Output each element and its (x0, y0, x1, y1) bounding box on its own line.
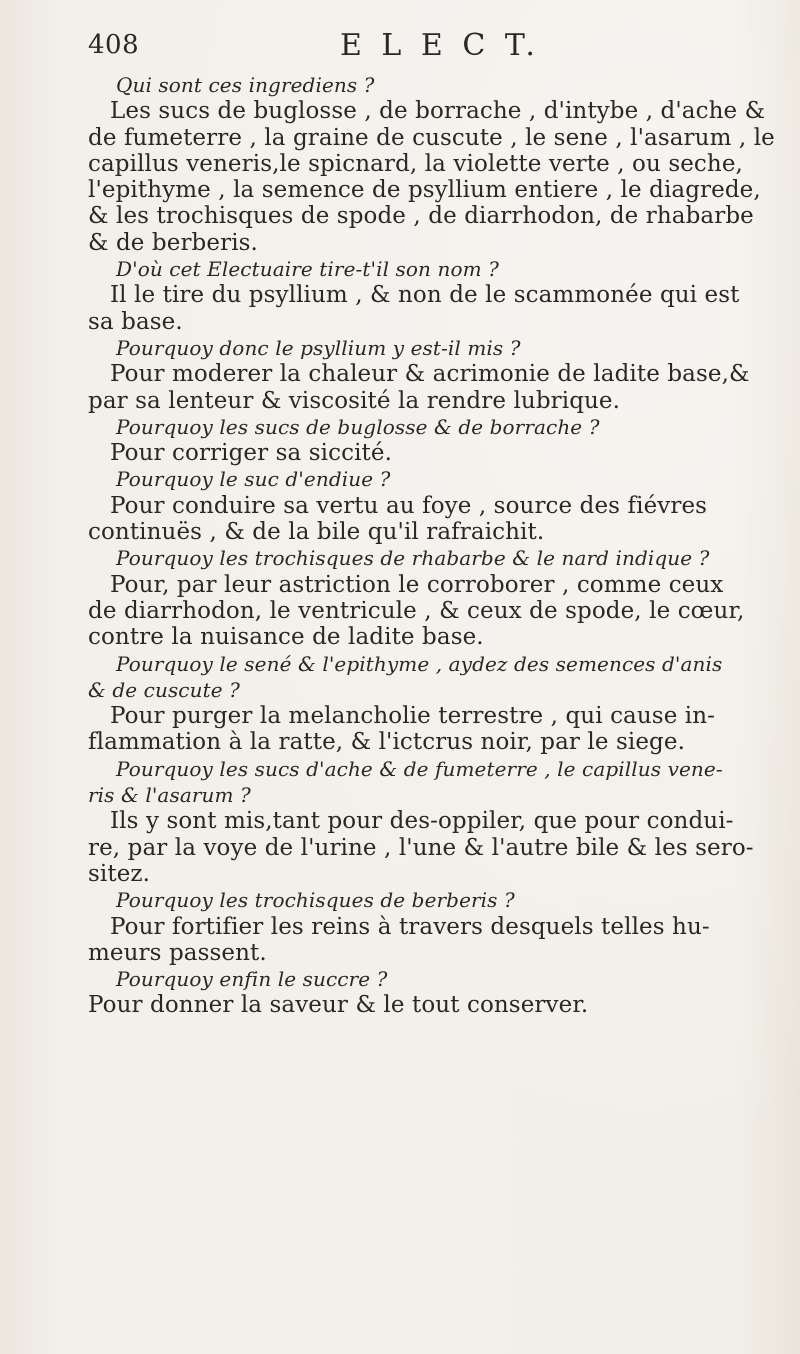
text-line: Pour donner la saveur & le tout conserver. (88, 992, 589, 1019)
text-line: contre la nuisance de ladite base. (88, 624, 484, 651)
page-header (88, 28, 708, 72)
page-number: 408 (88, 30, 140, 60)
text-line: re, par la voye de l'urine , l'une & l'autre bile & les sero- (88, 834, 754, 861)
question-line: Pourquoy le sené & l'epithyme , aydez des semences d'anis (116, 651, 723, 676)
question-line: Pourquoy enfin le succre ? (116, 967, 388, 992)
text-line: l'epithyme , la semence de psyllium entiere , le diagrede, (88, 177, 761, 204)
text-line: capillus veneris,le spicnard, la violette verte , ou seche, (88, 150, 743, 177)
text-line: Ils y sont mis,tant pour des-oppiler, que pour condui- (110, 808, 734, 835)
question-line: Pourquoy les sucs de buglosse & de borrache ? (116, 414, 600, 439)
text-line: flammation à la ratte, & l'ictcrus noir, par le siege. (88, 729, 685, 756)
question-line: Pourquoy donc le psyllium y est-il mis ? (116, 335, 521, 360)
question-line: Qui sont ces ingrediens ? (116, 73, 375, 97)
text-line: sa base. (88, 308, 183, 335)
question-line: Pourquoy les trochisques de rhabarbe & le nard indique ? (116, 546, 710, 571)
text-line: Pour, par leur astriction le corroborer , comme ceux (110, 571, 724, 598)
text-line: & de berberis. (88, 229, 258, 256)
text-line: Pour purger la melancholie terrestre , qui cause in- (110, 703, 716, 730)
text-line: Pour conduire sa vertu au foye , source des fiévres (110, 492, 708, 519)
text-line: Il le tire du psyllium , & non de le scammonée qui est (110, 282, 740, 309)
question-line: Pourquoy le suc d'endiue ? (116, 467, 391, 492)
question-line: D'où cet Electuaire tire-t'il son nom ? (116, 257, 499, 282)
text-line: Pour fortifier les reins à travers desquels telles hu- (110, 913, 710, 940)
text-line: Pour corriger sa siccité. (110, 440, 392, 467)
question-line: Pourquoy les sucs d'ache & de fumeterre , le capillus vene- (116, 756, 723, 781)
text-line: de fumeterre , la graine de cuscute , le sene , l'asarum , le (88, 124, 775, 151)
body-text (88, 72, 775, 1019)
text-line: Pour moderer la chaleur & acrimonie de ladite base,& (110, 361, 750, 388)
question-line: Pourquoy les trochisques de berberis ? (116, 888, 515, 913)
text-line: Les sucs de buglosse , de borrache , d'intybe , d'ache & (110, 98, 766, 125)
text-line: sitez. (88, 860, 151, 887)
text-line: de diarrhodon, le ventricule , & ceux de spode, le cœur, (88, 597, 745, 624)
text-line: par sa lenteur & viscosité la rendre lubrique. (88, 387, 621, 414)
running-head: E L E C T. (340, 28, 540, 63)
question-line: & de cuscute ? (88, 677, 240, 702)
text-line: meurs passent. (88, 939, 267, 966)
text-line: continuës , & de la bile qu'il rafraichit. (88, 519, 545, 546)
text-line: & les trochisques de spode , de diarrhodon, de rhabarbe (88, 203, 754, 230)
question-line: ris & l'asarum ? (88, 783, 251, 808)
